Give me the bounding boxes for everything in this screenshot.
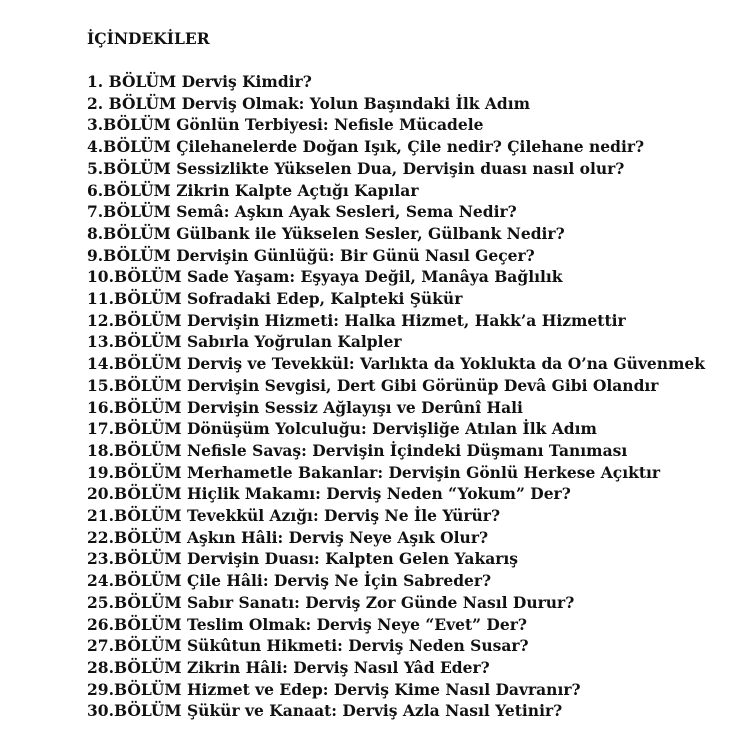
toc-entry-26: 26.BÖLÜM Teslim Olmak: Derviş Neye “Evet” Der? [87, 614, 527, 634]
toc-list [87, 71, 737, 722]
toc-entry-16: 16.BÖLÜM Dervişin Sessiz Ağlayışı ve Derûnî Hali [87, 397, 523, 417]
toc-title: İÇİNDEKİLER [87, 29, 210, 48]
toc-entry-24: 24.BÖLÜM Çile Hâli: Derviş Ne İçin Sabreder? [87, 571, 492, 591]
toc-entry-21: 21.BÖLÜM Tevekkül Azığı: Derviş Ne İle Yürür? [87, 506, 501, 526]
toc-entry-3: 3.BÖLÜM Gönlün Terbiyesi: Nefisle Mücadele [87, 115, 484, 135]
toc-entry-22: 22.BÖLÜM Aşkın Hâli: Derviş Neye Aşık Olur? [87, 527, 489, 547]
toc-entry-15: 15.BÖLÜM Dervişin Sevgisi, Dert Gibi Görünüp Devâ Gibi Olandır [87, 375, 659, 395]
toc-entry-25: 25.BÖLÜM Sabır Sanatı: Derviş Zor Günde Nasıl Durur? [87, 592, 575, 612]
toc-entry-10: 10.BÖLÜM Sade Yaşam: Eşyaya Değil, Manâya Bağlılık [87, 267, 563, 287]
toc-entry-7: 7.BÖLÜM Semâ: Aşkın Ayak Sesleri, Sema Nedir? [87, 202, 517, 222]
toc-entry-9: 9.BÖLÜM Dervişin Günlüğü: Bir Günü Nasıl Geçer? [87, 245, 535, 265]
toc-entry-8: 8.BÖLÜM Gülbank ile Yükselen Sesler, Gülbank Nedir? [87, 223, 565, 243]
toc-entry-2: 2. BÖLÜM Derviş Olmak: Yolun Başındaki İlk Adım [87, 93, 531, 113]
toc-entry-18: 18.BÖLÜM Nefisle Savaş: Dervişin İçindeki Düşmanı Tanıması [87, 440, 628, 460]
toc-entry-23: 23.BÖLÜM Dervişin Duası: Kalpten Gelen Yakarış [87, 549, 519, 569]
table-of-contents [87, 28, 737, 722]
toc-entry-28: 28.BÖLÜM Zikrin Hâli: Derviş Nasıl Yâd Eder? [87, 657, 490, 677]
toc-entry-27: 27.BÖLÜM Sükûtun Hikmeti: Derviş Neden Susar? [87, 636, 529, 656]
toc-entry-29: 29.BÖLÜM Hizmet ve Edep: Derviş Kime Nasıl Davranır? [87, 679, 581, 699]
toc-entry-4: 4.BÖLÜM Çilehanelerde Doğan Işık, Çile nedir? Çilehane nedir? [87, 137, 645, 157]
toc-entry-12: 12.BÖLÜM Dervişin Hizmeti: Halka Hizmet, Hakk’a Hizmettir [87, 310, 626, 330]
toc-entry-1: 1. BÖLÜM Derviş Kimdir? [87, 72, 312, 91]
toc-entry-13: 13.BÖLÜM Sabırla Yoğrulan Kalpler [87, 332, 402, 352]
toc-entry-11: 11.BÖLÜM Sofradaki Edep, Kalpteki Şükür [87, 289, 463, 309]
toc-entry-20: 20.BÖLÜM Hiçlik Makamı: Derviş Neden “Yokum” Der? [87, 484, 571, 504]
toc-entry-14: 14.BÖLÜM Derviş ve Tevekkül: Varlıkta da Yoklukta da O’na Güvenmek [87, 354, 705, 374]
toc-entry-19: 19.BÖLÜM Merhametle Bakanlar: Dervişin Gönlü Herkese Açıktır [87, 462, 661, 482]
toc-entry-5: 5.BÖLÜM Sessizlikte Yükselen Dua, Dervişin duası nasıl olur? [87, 158, 625, 178]
toc-entry-6: 6.BÖLÜM Zikrin Kalpte Açtığı Kapılar [87, 180, 419, 200]
toc-entry-30: 30.BÖLÜM Şükür ve Kanaat: Derviş Azla Nasıl Yetinir? [87, 701, 563, 721]
toc-entry-17: 17.BÖLÜM Dönüşüm Yolculuğu: Dervişliğe Atılan İlk Adım [87, 419, 597, 439]
